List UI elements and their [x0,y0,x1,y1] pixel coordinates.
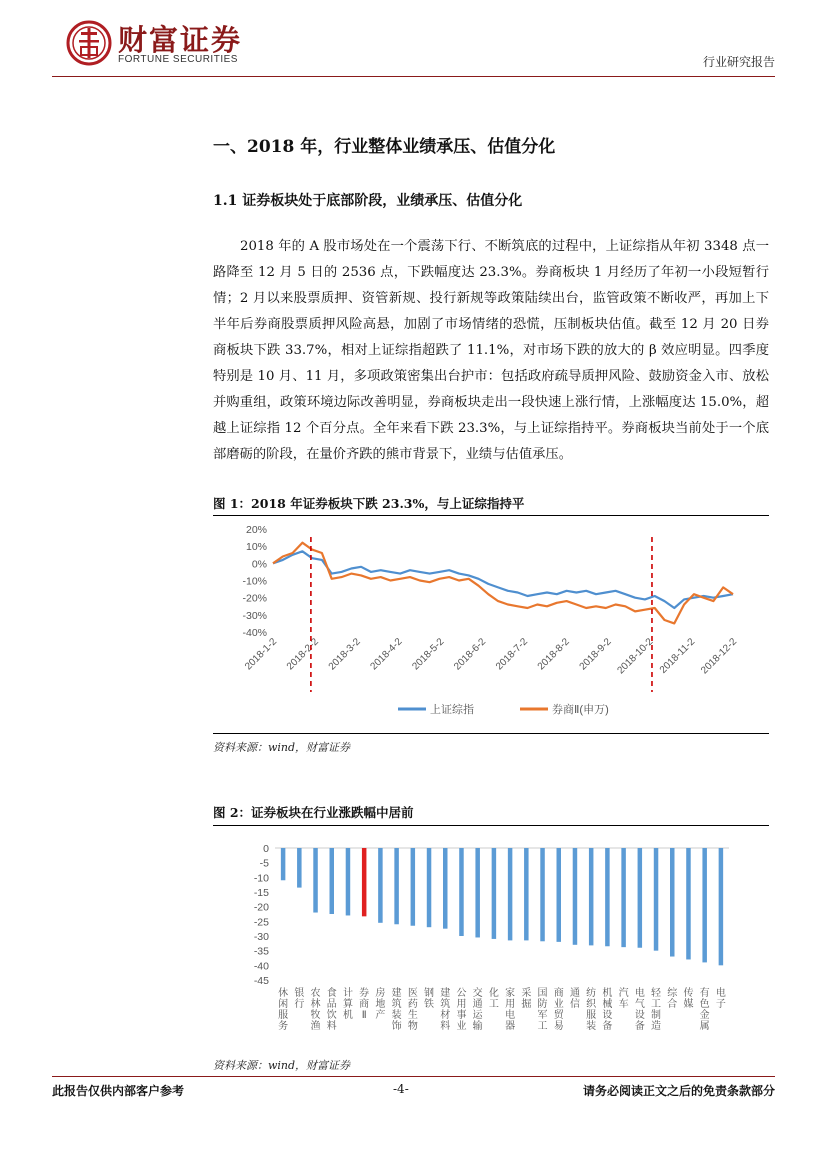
bar [573,848,578,945]
y-tick-label: -30% [242,609,267,622]
bar [719,848,724,965]
y-tick-label: -35 [253,945,269,958]
category-label: 农林牧渔 [310,988,321,1032]
bar [508,848,513,940]
bar [427,848,432,927]
y-tick-label: -40% [242,627,267,639]
category-label: 房地产 [375,988,386,1021]
x-tick-label: 2018-8-2 [535,636,572,673]
x-tick-label: 2018-5-2 [410,636,447,673]
bar [281,848,286,880]
bar [540,848,545,941]
x-tick-label: 2018-9-2 [577,636,614,673]
category-label: 机械设备 [602,988,613,1032]
bar [330,848,335,914]
y-tick-label: -45 [253,975,269,987]
bar [443,848,448,929]
footer-disclaimer-right: 请务必阅读正文之后的免责条款部分 [582,1084,775,1098]
category-label: 电气设备 [634,988,645,1032]
x-tick-label: 2018-11-2 [657,636,698,676]
category-label: 休闲服务 [278,988,289,1032]
y-tick-label: -30 [253,931,269,943]
header-divider [52,76,775,77]
category-label: 券商 Ⅱ [359,988,370,1021]
y-tick-label: -10 [253,872,269,885]
category-label: 银行 [294,988,305,1010]
bar [378,848,383,923]
figure1-bottom-rule [213,733,769,734]
bar [557,848,562,942]
category-label: 通信 [569,988,580,1010]
bar [638,848,643,948]
category-label: 食品饮料 [326,988,337,1032]
brand-name-cn: 财富证券 [118,23,243,57]
category-label: 家用电器 [505,988,516,1032]
bar [589,848,594,945]
y-tick-label: 0% [251,558,267,571]
figure2-source: 资料来源：wind，财富证券 [213,1059,351,1072]
fortune-logo-icon [66,20,112,66]
category-label: 计算机 [342,988,353,1021]
category-label: 纺织服装 [586,988,597,1032]
bar [654,848,659,951]
category-label: 交通运输 [472,988,483,1032]
bar [605,848,610,946]
y-tick-label: -10% [242,575,267,588]
x-tick-label: 2018-2-2 [284,636,321,673]
bar [394,848,399,924]
footer-disclaimer-left: 此报告仅供内部客户参考 [52,1084,185,1098]
category-label: 国防军工 [537,988,548,1032]
category-label: 轻工制造 [651,988,662,1032]
x-tick-label: 2018-7-2 [493,636,531,673]
bar [346,848,351,915]
x-tick-label: 2018-4-2 [368,636,405,673]
report-type-label: 行业研究报告 [702,55,775,69]
category-label: 化工 [488,988,499,1010]
y-tick-label: 0 [263,843,269,855]
y-tick-label: -15 [253,887,269,899]
category-label: 建筑材料 [440,988,451,1032]
x-tick-label: 2018-1-2 [243,636,280,673]
category-label: 建筑装饰 [391,988,402,1032]
x-tick-label: 2018-3-2 [326,636,363,673]
brand-name-en: FORTUNE SECURITIES [118,54,238,65]
y-tick-label: 20% [245,524,267,536]
legend-label: 上证综指 [430,704,474,716]
y-tick-label: 10% [245,541,267,554]
subsection-heading: 1.1 证券板块处于底部阶段，业绩承压、估值分化 [213,193,523,209]
category-label: 钢铁 [424,988,435,1010]
figure1-top-rule [213,515,769,516]
legend-label: 券商Ⅱ(申万) [552,704,609,716]
x-tick-label: 2018-10-2 [615,636,656,677]
bar [475,848,480,937]
y-tick-label: -20% [242,592,267,605]
footer-divider [52,1076,775,1077]
bar [686,848,691,959]
x-tick-label: 2018-12-2 [699,636,740,677]
bar [411,848,416,926]
bar [362,848,367,916]
category-label: 传媒 [683,988,694,1010]
category-label: 商业贸易 [553,988,564,1032]
figure2-top-rule [213,825,769,826]
bar [492,848,497,939]
section-heading: 一、2018 年，行业整体业绩承压、估值分化 [213,137,556,157]
category-label: 有色金属 [699,988,710,1032]
bar [670,848,675,957]
bar [702,848,707,962]
body-paragraph: 2018 年的 A 股市场处在一个震荡下行、不断筑底的过程中，上证综指从年初 3348 点一路降至 12 月 5 日的 2536 点，下跌幅度达 23.3%。券商板块 1 月经历了年初一小段短暂行情；2 月以来股票质押、资管新规、投行新规等政策陆续出台，监管政策不断收严，再加上下半年后券商股票质押风险高悬，加剧了市场情绪的恐慌，压制板块估值。截至 12 月 20 日券商板块下跌 33.7%，相对上证综指超跌了 11.1%，对市场下跌的放大的 β 效应明显。四季度特别是 10 月、11 月，多项政策密集出台护市：包括政府疏导质押风险、鼓励资金入市、放松并购重组，政策环境边际改善明显，券商板块走出一段快速上涨行情，上涨幅度达 15.0%，超越上证综指 12 个百分点。全年来看下跌 23.3%，与上证综指持平。券商板块当前处于一个底部磨砺的阶段，在量价齐跌的熊市背景下，业绩与估值承压。 [213,239,769,462]
category-label: 采掘 [521,988,532,1010]
bar-chart [213,830,769,1055]
category-label: 医药生物 [407,988,418,1032]
line-chart [213,517,769,731]
y-tick-label: -25 [253,916,269,929]
category-label: 综合 [667,988,678,1010]
x-tick-label: 2018-6-2 [452,636,489,673]
figure2-caption: 图 2：证券板块在行业涨跌幅中居前 [213,805,414,820]
y-tick-label: -5 [259,857,269,870]
y-tick-label: -20 [253,901,269,914]
bar [313,848,318,913]
category-label: 汽车 [618,988,629,1010]
series-line-brokers [273,543,733,624]
bar [524,848,529,940]
category-label: 公用事业 [456,988,467,1032]
bar [297,848,302,888]
figure1-source: 资料来源：wind，财富证券 [213,741,351,754]
figure1-caption: 图 1：2018 年证券板块下跌 23.3%，与上证综指持平 [213,496,525,511]
bar [621,848,626,947]
page-number: -4- [393,1082,409,1096]
series-line-index [273,551,733,608]
y-tick-label: -40 [253,960,269,973]
category-label: 电子 [715,988,726,1010]
bar [459,848,464,936]
